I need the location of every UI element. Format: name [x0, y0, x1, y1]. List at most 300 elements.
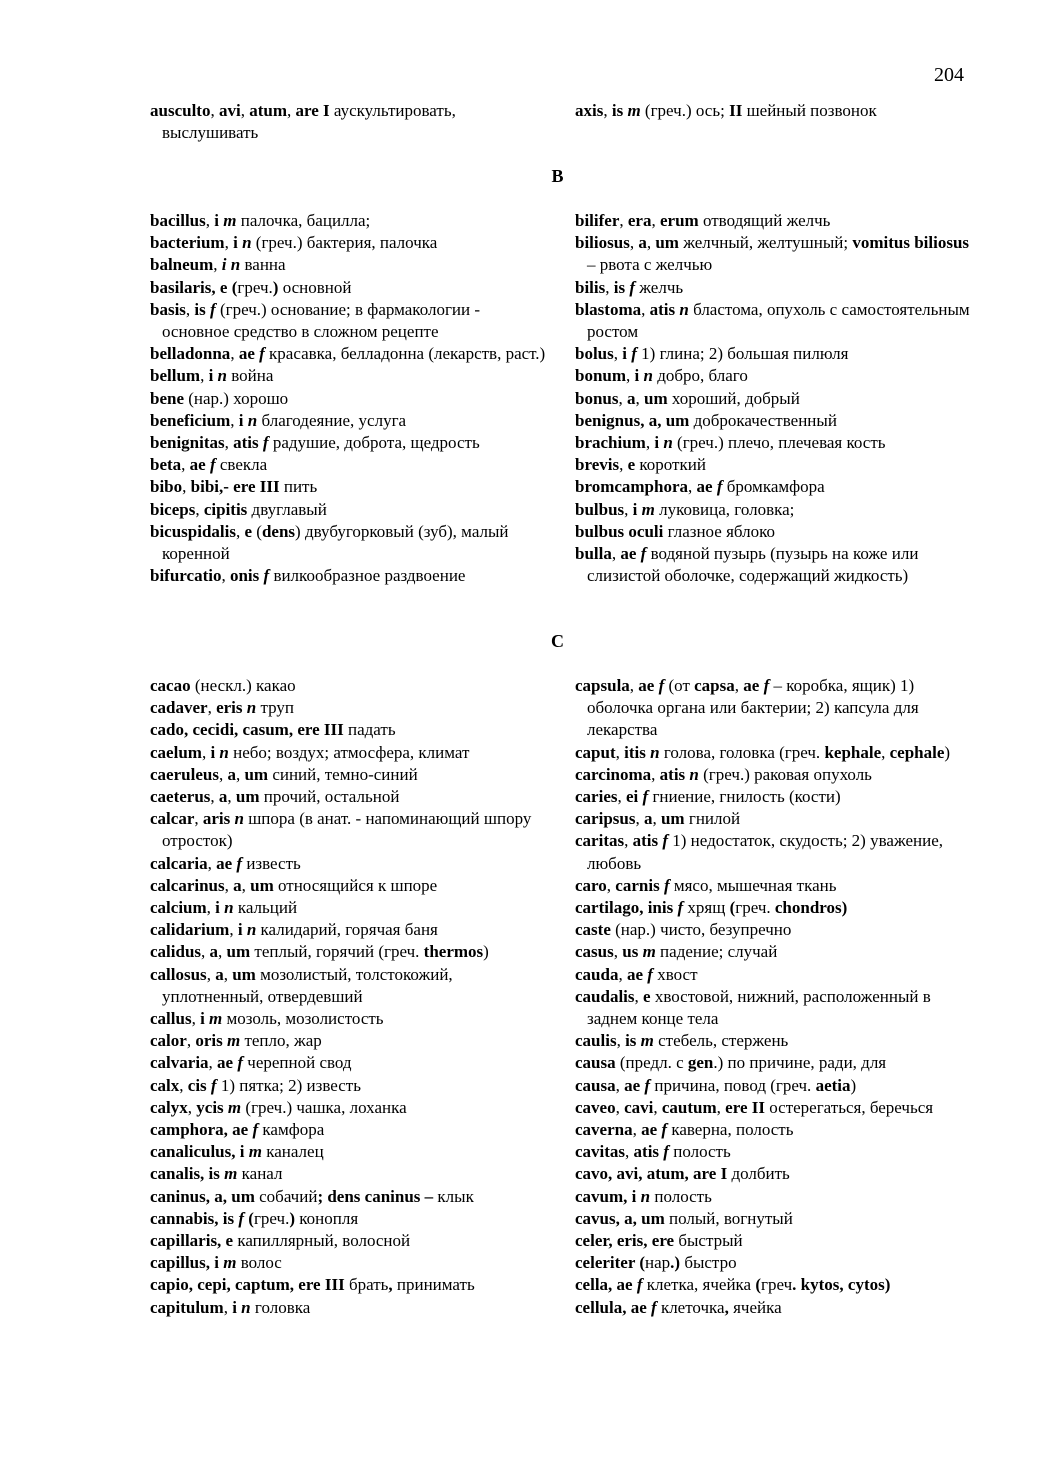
entry-headword: caeterus — [150, 787, 211, 807]
entry-text: ) — [850, 1075, 857, 1095]
entry-headword: .) — [670, 1253, 681, 1273]
dictionary-entry — [575, 1297, 970, 1319]
entry-headword: um — [655, 233, 679, 253]
dictionary-entry — [150, 365, 548, 387]
dictionary-entry — [150, 897, 548, 919]
entry-headword: cavus, a, um — [575, 1208, 665, 1228]
entry-text: , — [624, 831, 633, 851]
entry-headword: bibi,- ere III — [190, 477, 280, 497]
entry-gender: f — [662, 831, 669, 851]
entry-text: , — [617, 787, 626, 807]
entry-gender: f — [663, 1142, 669, 1162]
entry-text: красавка, белладонна (лекарств, раст.) — [264, 344, 546, 364]
entry-headword: celeriter ( — [575, 1253, 645, 1273]
dictionary-entry — [575, 964, 970, 986]
dictionary-entry — [150, 1186, 548, 1208]
entry-headword: a — [233, 875, 242, 895]
entry-headword: um — [244, 764, 269, 784]
dictionary-entry — [575, 764, 970, 786]
entry-headword: cannabis, is — [150, 1208, 235, 1228]
entry-headword: capsula — [575, 676, 630, 695]
dictionary-entry — [150, 1274, 548, 1296]
entry-text: труп — [256, 698, 295, 718]
entry-text: , — [210, 101, 219, 120]
entry-headword: cephale — [889, 742, 945, 762]
entry-text: , — [191, 1009, 201, 1029]
entry-headword: caninus, a, um — [150, 1186, 255, 1206]
entry-text: небо; воздух; атмосфера, климат — [228, 742, 470, 762]
entry-headword: carcinoma — [575, 764, 652, 784]
entry-text: , — [230, 344, 239, 364]
entry-headword: ae — [624, 1075, 641, 1095]
dictionary-entry — [575, 830, 970, 874]
entry-text: , — [194, 809, 203, 829]
entry-text: греч. — [735, 898, 775, 918]
entry-text: голова, головка (греч. — [659, 742, 825, 762]
entry-text: , — [213, 255, 222, 275]
entry-headword: is — [611, 101, 624, 120]
entry-text: (от — [664, 676, 695, 695]
entry-text: долбить — [727, 1164, 790, 1184]
entry-headword: caripsus — [575, 809, 636, 829]
entry-text: ) — [944, 742, 951, 762]
entry-gender: f — [252, 1120, 259, 1140]
entry-text: конопля — [295, 1208, 359, 1228]
dictionary-entry — [575, 388, 970, 410]
entry-headword: carnis — [615, 875, 660, 895]
entry-headword: thermos — [423, 942, 484, 962]
entry-text: ванна — [240, 255, 286, 275]
dictionary-entry — [575, 1075, 970, 1097]
entry-headword: onis — [229, 566, 260, 586]
entry-headword: ae — [238, 344, 255, 364]
entry-headword: calidarium — [150, 920, 230, 940]
dictionary-entry — [575, 1119, 970, 1141]
entry-headword: caveo — [575, 1097, 616, 1117]
entry-headword: bulbus — [575, 499, 625, 519]
dictionary-entry — [575, 476, 970, 498]
entry-text: палочка, бацилла; — [236, 211, 371, 230]
dictionary-entry — [575, 1230, 970, 1252]
entry-gender: f — [238, 1208, 245, 1228]
entry-headword: calyx — [150, 1097, 188, 1117]
dictionary-entry — [150, 964, 548, 1008]
dictionary-entry — [575, 1208, 970, 1230]
entry-headword: ae — [620, 544, 637, 564]
entry-gender: f — [636, 1275, 643, 1295]
entry-text: ) двубугорковый (зуб), малый коренной — [162, 521, 509, 564]
dictionary-entry — [150, 1252, 548, 1274]
entry-text: , — [235, 764, 245, 784]
dictionary-entry — [150, 764, 548, 786]
entry-headword: um — [643, 388, 668, 408]
entry-text: мясо, мышечная ткань — [669, 875, 837, 895]
entry-text: , — [635, 388, 644, 408]
entry-text: отводящий желчь — [698, 211, 831, 230]
column-right — [575, 210, 970, 587]
entry-gender: m — [224, 1164, 238, 1184]
entry-text: (греч.) плечо, плечевая кость — [672, 433, 886, 453]
entry-text: , — [652, 809, 661, 829]
entry-headword: bacillus — [150, 211, 206, 230]
entry-text: , — [615, 742, 625, 762]
entry-text: принимать — [392, 1275, 475, 1295]
entry-headword: are I — [295, 101, 330, 120]
entry-headword: e — [627, 455, 636, 475]
entry-text: глазное яблоко — [663, 521, 775, 541]
entry-headword: i — [237, 920, 243, 940]
entry-headword: vomitus biliosus — [852, 233, 970, 253]
entry-headword: cella, ae — [575, 1275, 633, 1295]
entry-headword: ae — [217, 1053, 234, 1073]
entry-headword: ae — [189, 455, 206, 475]
entry-text: , — [606, 875, 616, 895]
dictionary-entry — [575, 299, 970, 343]
entry-headword: ) — [289, 1208, 296, 1228]
entry-headword: caelum — [150, 742, 202, 762]
dictionary-entry — [150, 808, 548, 852]
entry-headword: causa — [575, 1075, 616, 1095]
entry-text: короткий — [635, 455, 706, 475]
entry-text: нар — [644, 1253, 671, 1273]
entry-headword: oris — [195, 1031, 223, 1051]
dictionary-entry — [150, 521, 548, 565]
entry-text: , — [224, 233, 234, 253]
entry-text: , — [179, 1075, 188, 1095]
entry-text: доброкачественный — [689, 410, 837, 430]
entry-text: , — [210, 787, 219, 807]
entry-headword: cauda — [575, 964, 619, 984]
entry-text: , — [611, 544, 621, 564]
entry-text: , — [221, 566, 230, 586]
entry-headword: i — [232, 1297, 237, 1317]
entry-text: , — [181, 455, 190, 475]
dictionary-entry — [150, 875, 548, 897]
entry-text: клык — [433, 1186, 474, 1206]
entry-text: водяной пузырь (пузырь на коже или слизистой оболочке, содержащий жидкость) — [587, 544, 919, 586]
entry-text: , — [629, 233, 639, 253]
entry-headword: um — [660, 809, 685, 829]
entry-headword: um — [250, 875, 274, 895]
entry-headword: ae — [743, 676, 760, 695]
entry-text: причина, повод (греч. — [650, 1075, 816, 1095]
entry-headword: brevis — [575, 455, 620, 475]
entry-gender: i n — [221, 255, 241, 275]
entry-gender: m — [642, 942, 656, 962]
dictionary-entry — [575, 1274, 970, 1296]
entry-text: благодеяние, услуга — [257, 410, 407, 430]
entry-gender: n — [689, 764, 699, 784]
entry-headword: ere II — [725, 1097, 765, 1117]
entry-headword: e — [643, 986, 651, 1006]
entry-headword: i — [632, 499, 638, 519]
dictionary-entry — [150, 100, 548, 144]
entry-headword: atis — [649, 299, 676, 319]
entry-headword: atis — [659, 764, 686, 784]
dictionary-entry — [150, 1208, 548, 1230]
entry-text: собачий — [254, 1186, 318, 1206]
entry-text: свекла — [215, 455, 268, 475]
entry-text: бластома, опухоль с самостоятельным ростом — [587, 299, 970, 342]
dictionary-entry — [575, 1052, 970, 1074]
entry-headword: caulis — [575, 1031, 617, 1051]
entry-headword: cacao — [150, 676, 191, 695]
entry-gender: f — [640, 544, 647, 564]
entry-text: прочий, остальной — [259, 787, 400, 807]
entry-headword: atis — [633, 1142, 660, 1162]
entry-text: , — [207, 698, 217, 718]
entry-headword: a — [626, 388, 636, 408]
entry-headword: bene — [150, 388, 184, 408]
entry-text: шпора (в анат. - напоминающий шпору отросток) — [162, 809, 532, 851]
entry-text: (нар.) чисто, безупречно — [610, 920, 792, 940]
entry-text: , — [619, 455, 628, 475]
entry-headword: cipitis — [203, 499, 248, 519]
dictionary-entry — [575, 1186, 970, 1208]
entry-headword: cavitas — [575, 1142, 626, 1162]
entry-text: , — [645, 433, 655, 453]
dictionary-entry — [150, 1297, 548, 1319]
entry-headword: basis — [150, 299, 186, 319]
entry-headword: bulla — [575, 544, 612, 564]
entry-headword: is — [194, 299, 206, 319]
dictionary-entry — [150, 1230, 548, 1252]
entry-text: двуглавый — [247, 499, 327, 519]
dictionary-entry — [150, 941, 548, 963]
entry-text: (предл. с — [615, 1053, 688, 1073]
entry-text: головка — [250, 1297, 311, 1317]
entry-text: (греч.) раковая опухоль — [698, 764, 872, 784]
entry-text: стебель, стержень — [653, 1031, 789, 1051]
dictionary-entry — [150, 299, 548, 343]
entry-text: остерегаться, беречься — [764, 1097, 934, 1117]
dictionary-entry — [150, 565, 548, 587]
entry-headword: caries — [575, 787, 618, 807]
entry-headword: bilifer — [575, 211, 620, 230]
entry-headword: era — [627, 211, 652, 230]
entry-headword: bifurcatio — [150, 566, 222, 586]
entry-gender: f — [631, 344, 637, 364]
dictionary-entry — [150, 232, 548, 254]
entry-text: полость — [650, 1186, 712, 1206]
entry-text: , — [624, 499, 633, 519]
entry-headword: camphora, ae — [150, 1120, 249, 1140]
entry-headword: calcar — [150, 809, 195, 829]
entry-text: синий, темно-синий — [268, 764, 418, 784]
entry-gender: n — [242, 233, 252, 253]
entry-headword: cado, cecidi, casum, ere III — [150, 720, 344, 740]
section-letter-c: C — [551, 631, 564, 651]
entry-headword: atum — [249, 101, 287, 120]
entry-headword: bibo — [150, 477, 183, 497]
dictionary-entry — [575, 1141, 970, 1163]
entry-text: (нескл.) какао — [190, 676, 296, 695]
entry-gender: n — [643, 366, 653, 386]
dictionary-entry — [575, 986, 970, 1030]
entry-text: основной — [278, 277, 352, 297]
entry-headword: i — [214, 211, 219, 230]
entry-headword: gen — [687, 1053, 714, 1073]
entry-headword: caverna — [575, 1120, 633, 1140]
entry-text: , — [651, 211, 660, 230]
dictionary-entry — [150, 388, 548, 410]
entry-text: , — [881, 742, 890, 762]
entry-headword: axis — [575, 101, 604, 120]
dictionary-entry — [575, 1097, 970, 1119]
entry-text: , — [651, 764, 660, 784]
entry-text: , — [653, 1097, 662, 1117]
entry-headword: callus — [150, 1009, 192, 1029]
entry-headword: dens — [261, 521, 296, 541]
entry-headword: caput — [575, 742, 616, 762]
entry-text: (нар.) хорошо — [184, 388, 289, 408]
entry-text: , — [185, 299, 195, 319]
entry-headword: itis — [624, 742, 646, 762]
entry-headword: e — [244, 521, 253, 541]
dictionary-entry — [575, 543, 970, 587]
entry-text: война — [227, 366, 274, 386]
dictionary-entry — [150, 1030, 548, 1052]
entry-text: , — [603, 101, 612, 120]
entry-gender: f — [642, 787, 649, 807]
entry-text: хороший, добрый — [667, 388, 800, 408]
entry-headword: bilis — [575, 277, 606, 297]
entry-headword: calcarinus — [150, 875, 225, 895]
entry-text: мозолистый, толстокожий, уплотненный, отвердевший — [162, 964, 453, 1006]
entry-text: кальций — [233, 898, 298, 918]
entry-gender: f — [661, 1120, 668, 1140]
entry-text: , — [618, 388, 627, 408]
entry-gender: n — [663, 433, 673, 453]
entry-text: падение; случай — [655, 942, 778, 962]
entry-text: , — [230, 410, 239, 430]
entry-gender: f — [262, 433, 269, 453]
entry-text: греч — [761, 1275, 793, 1295]
dictionary-entry — [575, 897, 970, 919]
entry-gender: n — [246, 920, 257, 940]
entry-text: , — [223, 1297, 233, 1317]
entry-headword: . kytos, cytos) — [792, 1275, 891, 1295]
entry-headword: casus — [575, 942, 614, 962]
entry-headword: bonus — [575, 388, 619, 408]
entry-text: желчь — [635, 277, 684, 297]
entry-text: тепло, жар — [240, 1031, 322, 1051]
entry-headword: canaliculus, i — [150, 1142, 245, 1162]
entry-headword: i — [215, 898, 220, 918]
entry-text: 1) недостаток, скудость; 2) уважение, любовь — [587, 831, 944, 873]
entry-text: – рвота с желчью — [587, 255, 713, 275]
entry-text: желчный, желтушный; — [678, 233, 853, 253]
entry-headword: ; dens caninus – — [317, 1186, 434, 1206]
entry-gender: m — [223, 1253, 237, 1273]
entry-text: , — [206, 964, 216, 984]
dictionary-entry — [150, 697, 548, 719]
entry-headword: us — [622, 942, 639, 962]
entry-gender: m — [226, 1031, 241, 1051]
entry-text: , — [616, 1031, 626, 1051]
entry-gender: n — [217, 366, 228, 386]
dictionary-entry — [575, 742, 970, 764]
dictionary-entry — [150, 1052, 548, 1074]
entry-text: падать — [343, 720, 396, 740]
entry-text: хрящ — [683, 898, 730, 918]
entry-text: канал — [237, 1164, 283, 1184]
entry-text: , — [195, 499, 204, 519]
entry-headword: ( — [729, 898, 736, 918]
entry-headword: aetia — [815, 1075, 851, 1095]
entry-text: .) по причине, ради, для — [713, 1053, 887, 1073]
entry-text: , — [605, 277, 614, 297]
entry-headword: II — [729, 101, 743, 120]
entry-headword: aris — [202, 809, 231, 829]
entry-headword: a — [218, 787, 228, 807]
entry-gender: n — [219, 742, 229, 762]
entry-headword: bolus — [575, 344, 614, 364]
entry-gender: m — [248, 1142, 262, 1162]
entry-headword: cautum — [661, 1097, 717, 1117]
entry-text: гнилой — [684, 809, 741, 829]
entry-headword: bulbus oculi — [575, 521, 664, 541]
entry-text: мозоль, мозолистость — [222, 1009, 384, 1029]
entry-headword: ) — [272, 277, 279, 297]
entry-headword: canalis, is — [150, 1164, 220, 1184]
entry-text: , — [201, 942, 210, 962]
entry-gender: n — [224, 898, 234, 918]
entry-gender: m — [209, 1009, 223, 1029]
entry-headword: caeruleus — [150, 764, 219, 784]
dictionary-entry — [150, 432, 548, 454]
entry-headword: causa — [575, 1053, 616, 1073]
dictionary-entry — [575, 875, 970, 897]
entry-text: каверна, полость — [667, 1120, 794, 1140]
entry-headword: ae — [696, 477, 713, 497]
entry-text: гниение, гнилость (кости) — [648, 787, 841, 807]
dictionary-entry — [150, 719, 548, 741]
entry-text: 1) пятка; 2) известь — [216, 1075, 361, 1095]
dictionary-entry — [150, 853, 548, 875]
entry-text: , — [187, 1097, 197, 1117]
dictionary-entry — [575, 941, 970, 963]
entry-headword: calvaria — [150, 1053, 209, 1073]
dictionary-entry — [575, 454, 970, 476]
entry-gender: m — [641, 499, 655, 519]
entry-text: , — [641, 299, 650, 319]
entry-headword: avi — [218, 101, 241, 120]
entry-text: , — [205, 211, 215, 230]
dictionary-entry — [150, 476, 548, 498]
entry-text: , — [208, 1053, 218, 1073]
entry-text: , — [240, 101, 250, 120]
entry-headword: cis — [187, 1075, 207, 1095]
entry-text: пить — [279, 477, 318, 497]
dictionary-entry — [575, 1030, 970, 1052]
dictionary-entry — [575, 1252, 970, 1274]
entry-headword: cadaver — [150, 698, 208, 718]
dictionary-entry — [150, 786, 548, 808]
entry-headword: is — [625, 1031, 637, 1051]
entry-headword: atis — [233, 433, 259, 453]
entry-headword: bicuspidalis — [150, 521, 236, 541]
entry-gender: n — [234, 809, 244, 829]
entry-text: , — [613, 942, 623, 962]
entry-text: капиллярный, волосной — [233, 1231, 411, 1251]
entry-headword: a — [215, 964, 224, 984]
entry-text: , — [286, 101, 296, 120]
entry-gender: n — [679, 299, 689, 319]
entry-headword: i — [210, 742, 216, 762]
entry-gender: m — [223, 211, 237, 230]
entry-headword: bacterium — [150, 233, 225, 253]
